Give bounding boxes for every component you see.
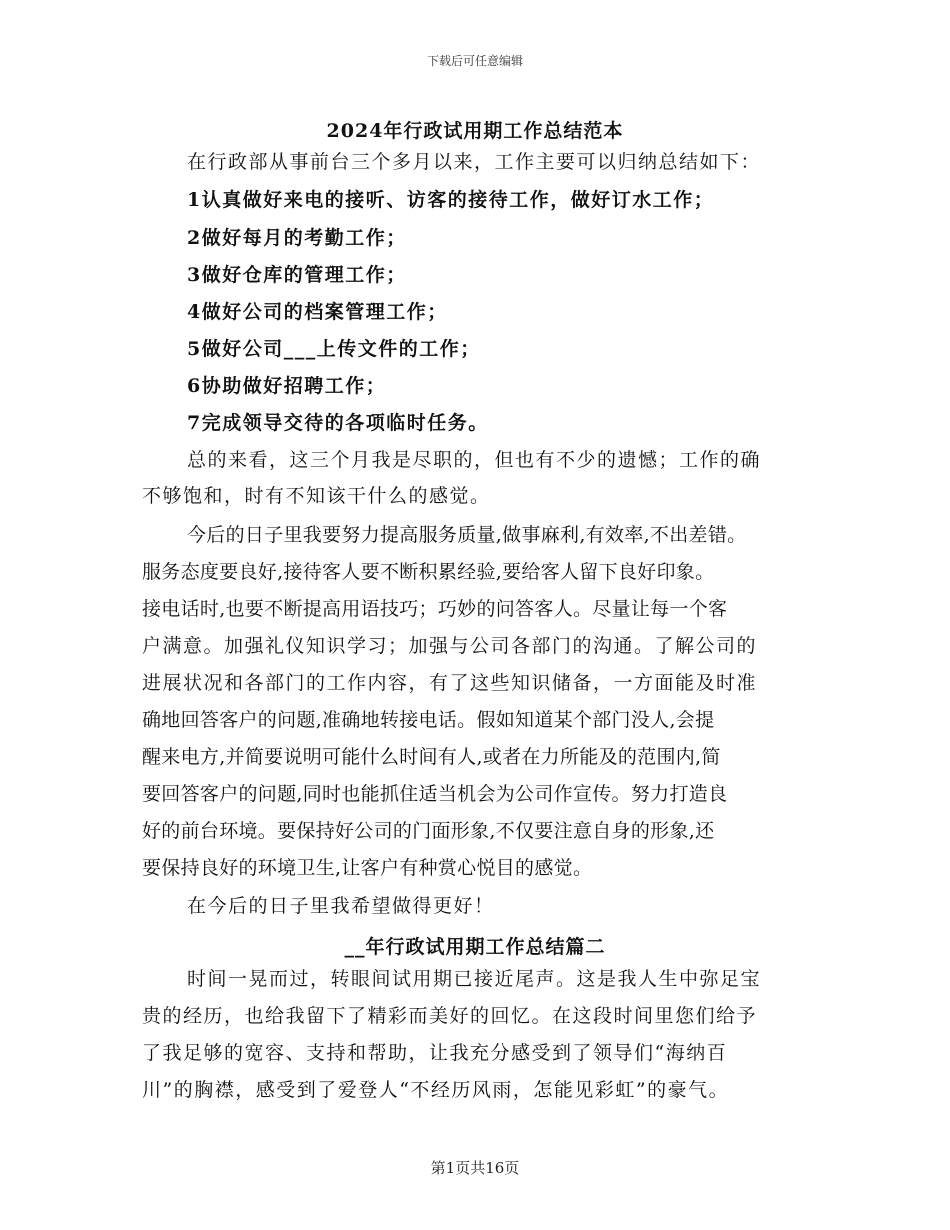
plan-line-7: 醒来电方,并简要说明可能什么时间有人,或者在力所能及的范围内,简: [142, 746, 721, 768]
document-title: 2024年行政试用期工作总结范本: [326, 120, 624, 142]
plan-line-8: 要回答客户的问题,同时也能抓住适当机会为公司作宣传。努力打造良: [142, 783, 728, 805]
closing-line: 在今后的日子里我希望做得更好！: [187, 895, 495, 917]
section-2-line-4: 川”的胸襟，感受到了爱登人“不经历风雨，怎能见彩虹”的豪气。: [142, 1079, 730, 1101]
section-2-title: __年行政试用期工作总结篇二: [344, 936, 606, 958]
intro-paragraph: 在行政部从事前台三个多月以来，工作主要可以归纳总结如下：: [187, 151, 762, 173]
list-item-7: 7完成领导交待的各项临时任务。: [187, 412, 489, 434]
plan-line-5: 进展状况和各部门的工作内容，有了这些知识储备，一方面能及时准: [142, 672, 758, 694]
summary-line-1: 总的来看，这三个月我是尽职的，但也有不少的遗憾；工作的确: [187, 449, 762, 471]
summary-line-2: 不够饱和，时有不知该干什么的感觉。: [142, 485, 491, 507]
page-footer: 第1页共16页: [430, 1159, 520, 1177]
section-2-line-1: 时间一晃而过，转眼间试用期已接近尾声。这是我人生中弥足宝: [187, 968, 762, 990]
list-item-4: 4做好公司的档案管理工作；: [187, 301, 448, 323]
list-item-1: 1认真做好来电的接听、访客的接待工作，做好订水工作；: [187, 189, 715, 211]
plan-line-10: 要保持良好的环境卫生,让客户有种赏心悦目的感觉。: [142, 857, 593, 879]
list-item-6: 6协助做好招聘工作；: [187, 375, 387, 397]
page-header: 下载后可任意编辑: [426, 54, 523, 68]
plan-line-9: 好的前台环境。要保持好公司的门面形象,不仅要注意自身的形象,还: [142, 820, 715, 842]
list-item-3: 3做好仓库的管理工作；: [187, 264, 407, 286]
plan-line-2: 服务态度要良好,接待客人要不断积累经验,要给客人留下良好印象。: [142, 561, 715, 583]
section-2-line-3: 了我足够的宽容、支持和帮助，让我充分感受到了领导们“海纳百: [142, 1042, 728, 1064]
section-2-line-2: 贵的经历，也给我留下了精彩而美好的回忆。在这段时间里您们给予: [142, 1005, 758, 1027]
list-item-5: 5做好公司___上传文件的工作；: [187, 338, 481, 360]
plan-line-3: 接电话时,也要不断提高用语技巧；巧妙的问答客人。尽量让每一个客: [142, 598, 728, 620]
plan-line-1: 今后的日子里我要努力提高服务质量,做事麻利,有效率,不出差错。: [187, 524, 747, 546]
plan-line-4: 户满意。加强礼仪知识学习；加强与公司各部门的沟通。了解公司的: [142, 635, 758, 657]
plan-line-6: 确地回答客户的问题,准确地转接电话。假如知道某个部门没人,会提: [142, 709, 715, 731]
list-item-2: 2做好每月的考勤工作；: [187, 227, 407, 249]
